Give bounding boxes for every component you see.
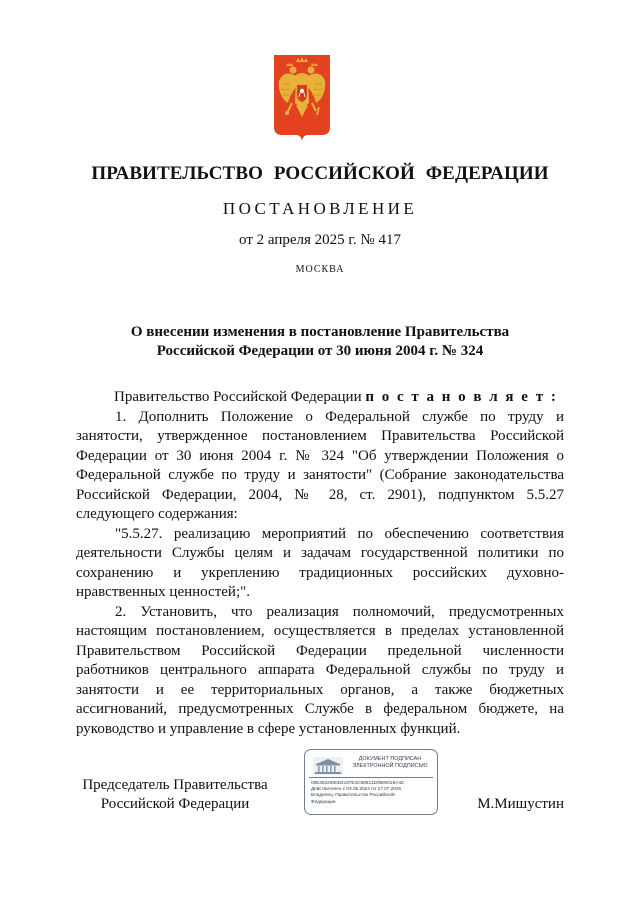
electronic-signature-stamp [304,749,438,815]
document-subject [60,323,580,361]
item-1-quote: "5.5.27. реализацию мероприятий по обеспечению соответствия деятельности Службы целям и задачам государственной политики по сохранению и укреплению традиционных российских духовно-нравственных ценностей;". [76,525,564,600]
coat-of-arms-icon [274,55,330,141]
item-2: 2. Установить, что реализация полномочий, предусмотренных настоящим постановлением, осуществляется в пределах установленной Правительством Российской Федерации предельной численности работников центрального аппарата Федеральной службы по труду и занятости и ее территориальных органов, а также бюджетных ассигнований, предусмотренных Службе в федеральном бюджете, на руководство и управление в сфере установленных функций. [76,603,564,737]
preamble-lead: Правительство Российской Федерации [114,389,366,405]
government-title: ПРАВИТЕЛЬСТВО РОССИЙСКОЙ ФЕДЕРАЦИИ [91,163,549,184]
government-building-icon [313,757,343,775]
stamp-title-line-2: ЭЛЕКТРОННОЙ ПОДПИСЬЮ [352,763,428,769]
stamp-owner-line-1: Владелец: Правительство Российской [311,792,395,798]
signer-name: М.Мишустин [477,796,564,812]
subject-line-1: О внесении изменения в постановление Правительства [130,324,510,340]
stamp-certificate: 00E3632080D2197E4C88921D0890028A4C [311,780,405,785]
signer-position [60,776,290,814]
stamp-details [311,780,435,805]
subject-line-2: Российской Федерации от 30 июня 2004 г. № 324 [156,343,484,359]
preamble-verb: п о с т а н о в л я е т : [365,389,558,405]
signer-position-line-2: Российской Федерации [100,796,250,812]
preamble [76,388,564,408]
stamp-title [345,756,435,770]
document-body [76,388,564,739]
stamp-divider [309,777,433,778]
document-city: МОСКВА [295,264,345,275]
signer-position-line-1: Председатель Правительства [82,777,268,793]
document-type: ПОСТАНОВЛЕНИЕ [222,199,418,218]
item-1: 1. Дополнить Положение о Федеральной службе по труду и занятости, утвержденное постановлением Правительства Российской Федерации от 30 июня 2004 г. № 324 "Об утверждении Положения о Федеральной службе по труду и занятости" (Собрание законодательства Российской Федерации, 2004, № 28, ст. 2901), подпунктом 5.5.27 следующего содержания: [76,408,564,522]
stamp-owner-line-2: Федерации [311,798,336,804]
document-date-number: от 2 апреля 2025 г. № 417 [239,232,401,248]
stamp-title-line-1: ДОКУМЕНТ ПОДПИСАН [358,756,422,762]
stamp-validity: Действителен с 03.05.2024 по 27.07.2025 [311,786,402,792]
stamp-header [311,755,433,777]
